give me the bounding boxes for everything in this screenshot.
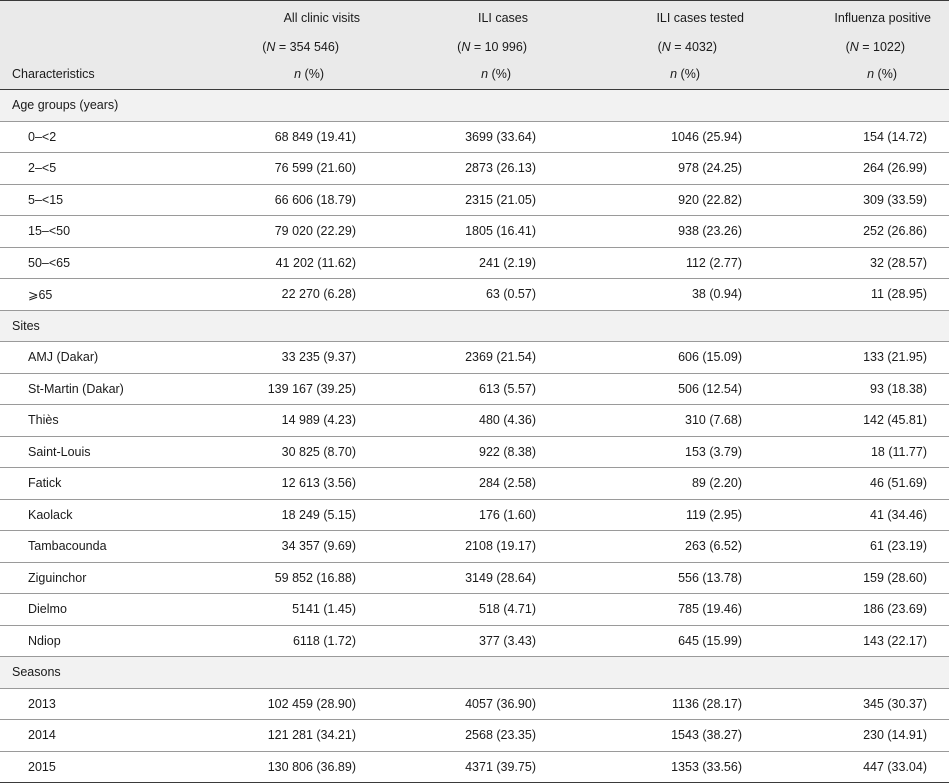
table-cell: 606 (15.09) — [576, 342, 778, 374]
table-cell: 3699 (33.64) — [396, 121, 576, 153]
table-cell: 2568 (23.35) — [396, 720, 576, 752]
table-cell: 241 (2.19) — [396, 247, 576, 279]
table-cell: 922 (8.38) — [396, 436, 576, 468]
table-cell: 154 (14.72) — [778, 121, 949, 153]
table-cell: 310 (7.68) — [576, 405, 778, 437]
table-cell: 68 849 (19.41) — [196, 121, 396, 153]
row-label: 5–<15 — [0, 184, 196, 216]
table-cell: 89 (2.20) — [576, 468, 778, 500]
row-label: Tambacounda — [0, 531, 196, 563]
row-label: Thiès — [0, 405, 196, 437]
table-cell: 30 825 (8.70) — [196, 436, 396, 468]
table-cell: 264 (26.99) — [778, 153, 949, 185]
row-label: 2015 — [0, 751, 196, 783]
table-row — [0, 625, 949, 657]
table-cell: 22 270 (6.28) — [196, 279, 396, 311]
row-label: Saint-Louis — [0, 436, 196, 468]
table-cell: 46 (51.69) — [778, 468, 949, 500]
table-cell: 102 459 (28.90) — [196, 688, 396, 720]
table-cell: 613 (5.57) — [396, 373, 576, 405]
col-unit-all-clinic-visits: n (%) — [196, 59, 396, 90]
row-label: ⩾65 — [0, 279, 196, 311]
table-cell: 61 (23.19) — [778, 531, 949, 563]
col-unit-influenza-positive: n (%) — [778, 59, 949, 90]
col-total-influenza-positive: (N = 1022) — [778, 35, 949, 59]
group-label: Age groups (years) — [0, 90, 949, 122]
table-cell: 41 (34.46) — [778, 499, 949, 531]
table-row — [0, 279, 949, 311]
table-row — [0, 342, 949, 374]
col-total-ili-cases-tested: (N = 4032) — [576, 35, 778, 59]
table-row — [0, 751, 949, 783]
col-header-all-clinic-visits: All clinic visits — [196, 1, 396, 36]
table-cell: 1353 (33.56) — [576, 751, 778, 783]
table-cell: 2873 (26.13) — [396, 153, 576, 185]
table-cell: 1805 (16.41) — [396, 216, 576, 248]
table-cell: 18 (11.77) — [778, 436, 949, 468]
table-row — [0, 153, 949, 185]
table-cell: 920 (22.82) — [576, 184, 778, 216]
table-cell: 11 (28.95) — [778, 279, 949, 311]
table-row — [0, 247, 949, 279]
table-cell: 76 599 (21.60) — [196, 153, 396, 185]
table-row — [0, 216, 949, 248]
table-cell: 176 (1.60) — [396, 499, 576, 531]
table-cell: 1136 (28.17) — [576, 688, 778, 720]
row-label: St-Martin (Dakar) — [0, 373, 196, 405]
col-total-all-clinic-visits: (N = 354 546) — [196, 35, 396, 59]
table-cell: 121 281 (34.21) — [196, 720, 396, 752]
col-unit-ili-cases-tested: n (%) — [576, 59, 778, 90]
table-cell: 38 (0.94) — [576, 279, 778, 311]
group-row — [0, 657, 949, 689]
group-label: Sites — [0, 310, 949, 342]
table-row — [0, 436, 949, 468]
col-header-ili-cases-tested: ILI cases tested — [576, 1, 778, 36]
row-label: AMJ (Dakar) — [0, 342, 196, 374]
table-cell: 5141 (1.45) — [196, 594, 396, 626]
table-cell: 12 613 (3.56) — [196, 468, 396, 500]
table-row — [0, 468, 949, 500]
table-cell: 230 (14.91) — [778, 720, 949, 752]
table-cell: 377 (3.43) — [396, 625, 576, 657]
table-cell: 2369 (21.54) — [396, 342, 576, 374]
table-cell: 79 020 (22.29) — [196, 216, 396, 248]
table-cell: 1543 (38.27) — [576, 720, 778, 752]
group-row — [0, 90, 949, 122]
row-label: Ndiop — [0, 625, 196, 657]
table-cell: 112 (2.77) — [576, 247, 778, 279]
group-label: Seasons — [0, 657, 949, 689]
table-cell: 133 (21.95) — [778, 342, 949, 374]
row-label: Dielmo — [0, 594, 196, 626]
table-cell: 66 606 (18.79) — [196, 184, 396, 216]
table-cell: 41 202 (11.62) — [196, 247, 396, 279]
col-total-ili-cases: (N = 10 996) — [396, 35, 576, 59]
col-header-ili-cases: ILI cases — [396, 1, 576, 36]
table-body — [0, 90, 949, 783]
header-empty — [0, 1, 196, 36]
table-cell: 2108 (19.17) — [396, 531, 576, 563]
row-label: 15–<50 — [0, 216, 196, 248]
table-cell: 32 (28.57) — [778, 247, 949, 279]
row-label: 2014 — [0, 720, 196, 752]
table-cell: 34 357 (9.69) — [196, 531, 396, 563]
table-header — [0, 1, 949, 90]
row-label: Kaolack — [0, 499, 196, 531]
table-row — [0, 373, 949, 405]
table-cell: 2315 (21.05) — [396, 184, 576, 216]
table-cell: 1046 (25.94) — [576, 121, 778, 153]
table-cell: 447 (33.04) — [778, 751, 949, 783]
table-row — [0, 499, 949, 531]
row-label: 2013 — [0, 688, 196, 720]
table-cell: 4057 (36.90) — [396, 688, 576, 720]
table-cell: 186 (23.69) — [778, 594, 949, 626]
table-cell: 518 (4.71) — [396, 594, 576, 626]
table-row — [0, 562, 949, 594]
row-label: 50–<65 — [0, 247, 196, 279]
table-cell: 139 167 (39.25) — [196, 373, 396, 405]
table-cell: 556 (13.78) — [576, 562, 778, 594]
table-cell: 3149 (28.64) — [396, 562, 576, 594]
table-row — [0, 405, 949, 437]
table-cell: 33 235 (9.37) — [196, 342, 396, 374]
row-label: Fatick — [0, 468, 196, 500]
table-cell: 345 (30.37) — [778, 688, 949, 720]
table-cell: 263 (6.52) — [576, 531, 778, 563]
col-unit-ili-cases: n (%) — [396, 59, 576, 90]
table-cell: 938 (23.26) — [576, 216, 778, 248]
table-cell: 63 (0.57) — [396, 279, 576, 311]
table-cell: 252 (26.86) — [778, 216, 949, 248]
table-row — [0, 184, 949, 216]
table-cell: 480 (4.36) — [396, 405, 576, 437]
row-label: 2–<5 — [0, 153, 196, 185]
table-row — [0, 720, 949, 752]
table-cell: 142 (45.81) — [778, 405, 949, 437]
table-row — [0, 531, 949, 563]
table-cell: 59 852 (16.88) — [196, 562, 396, 594]
col-header-influenza-positive: Influenza positive — [778, 1, 949, 36]
row-label: 0–<2 — [0, 121, 196, 153]
table-cell: 130 806 (36.89) — [196, 751, 396, 783]
table-cell: 143 (22.17) — [778, 625, 949, 657]
group-row — [0, 310, 949, 342]
table-cell: 18 249 (5.15) — [196, 499, 396, 531]
table-cell: 309 (33.59) — [778, 184, 949, 216]
table-cell: 14 989 (4.23) — [196, 405, 396, 437]
table-cell: 159 (28.60) — [778, 562, 949, 594]
table-cell: 119 (2.95) — [576, 499, 778, 531]
table-cell: 6118 (1.72) — [196, 625, 396, 657]
table-cell: 978 (24.25) — [576, 153, 778, 185]
characteristics-header: Characteristics — [0, 59, 196, 90]
table-cell: 153 (3.79) — [576, 436, 778, 468]
table-cell: 506 (12.54) — [576, 373, 778, 405]
table-cell: 284 (2.58) — [396, 468, 576, 500]
table-cell: 645 (15.99) — [576, 625, 778, 657]
table-row — [0, 121, 949, 153]
table-cell: 785 (19.46) — [576, 594, 778, 626]
table-cell: 4371 (39.75) — [396, 751, 576, 783]
table-cell: 93 (18.38) — [778, 373, 949, 405]
row-label: Ziguinchor — [0, 562, 196, 594]
table-row — [0, 594, 949, 626]
